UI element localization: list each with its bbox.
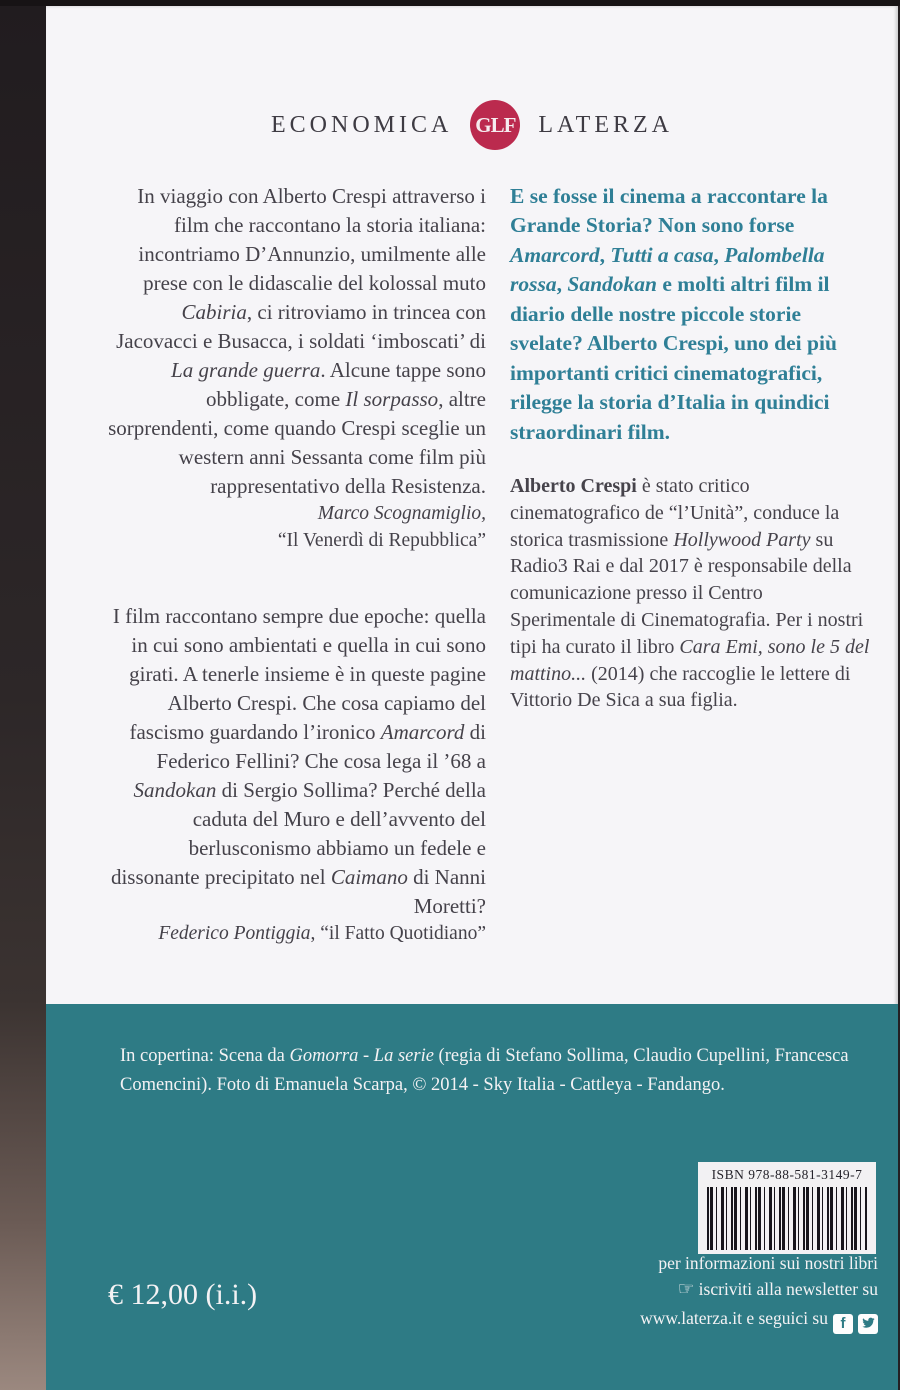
info-line-3: www.laterza.it e seguici su (640, 1307, 828, 1328)
twitter-icon (858, 1314, 878, 1334)
right-blurb-column (510, 182, 872, 714)
photo-edge-left (0, 0, 46, 1390)
cover-photo-credit: In copertina: Scena da Gomorra - La serie (regia di Stefano Sollima, Claudio Cupellini, Francesca Comencini). Foto di Emanuela Scarpa, © 2014 - Sky Italia - Cattleya - Fandango. (120, 1046, 849, 1095)
reviewer-name: Marco Scognamiglio, (317, 502, 486, 524)
publisher-name-economica: ECONOMICA (271, 111, 453, 138)
pointing-hand-icon: ☞ (677, 1279, 695, 1301)
publisher-info-block (548, 1250, 878, 1334)
publisher-name-laterza: LATERZA (538, 111, 673, 138)
barcode-box (698, 1162, 876, 1254)
isbn-label: ISBN 978-88-581-3149-7 (711, 1167, 863, 1182)
cover-page (46, 6, 898, 1390)
publisher-logo (46, 100, 898, 150)
review-attribution-2: Federico Pontiggia, “il Fatto Quotidiano” (158, 923, 486, 945)
spacer (108, 554, 486, 602)
info-line-2: iscriviti alla newsletter su (698, 1279, 878, 1300)
left-review-column (108, 182, 486, 948)
glf-monogram-icon: GLF (470, 100, 520, 150)
review-attribution-1 (108, 501, 486, 555)
review-source: “Il Venerdì di Repubblica” (277, 529, 486, 551)
teal-footer-band (46, 1004, 898, 1390)
book-blurb: E se fosse il cinema a raccontare la Grande Storia? Non sono forse Amarcord, Tutti a casa, Palombella rossa, Sandokan e molti altri film il diario delle nostre piccole storie svelate? Alberto Crespi, uno dei più importanti critici cinematografici, rilegge la storia d’Italia in quindici straordinari film. (510, 184, 837, 444)
review-quote-1: In viaggio con Alberto Crespi attraverso i film che raccontano la storia italiana: incontriamo D’Annunzio, umilmente alle prese con le didascalie del kolossal muto Cabiria, ci ritroviamo in trincea con Jacovacci e Busacca, i soldati ‘imboscati’ di La grande guerra. Alcune tappe sono obbligate, come Il sorpasso, altre sorprendenti, come quando Crespi sceglie un western anni Sessanta come film più rappresentativo della Resistenza. (108, 184, 486, 498)
author-bio: Alberto Crespi è stato critico cinematografico de “l’Unità”, conduce la storica trasmissione Hollywood Party su Radio3 Rai e dal 2017 è responsabile della comunicazione presso il Centro Sperimentale di Cinematografia. Per i nostri tipi ha curato il libro Cara Emi, sono le 5 del mattino... (2014) che raccoglie le lettere di Vittorio De Sica a sua figlia. (510, 475, 870, 712)
review-quote-2: I film raccontano sempre due epoche: quella in cui sono ambientati e quella in cui sono girati. A tenerle insieme è in queste pagine Alberto Crespi. Che cosa capiamo del fascismo guardando l’ironico Amarcord di Federico Fellini? Che cosa lega il ’68 a Sandokan di Sergio Sollima? Perché della caduta del Muro e dell’avvento del berlusconismo abbiamo un fedele e dissonante precipitato nel Caimano di Nanni Moretti? (110, 604, 486, 919)
barcode (707, 1187, 867, 1250)
info-line-1: per informazioni sui nostri libri (658, 1253, 878, 1273)
price-label: € 12,00 (i.i.) (108, 1278, 258, 1311)
facebook-icon: f (833, 1314, 853, 1334)
